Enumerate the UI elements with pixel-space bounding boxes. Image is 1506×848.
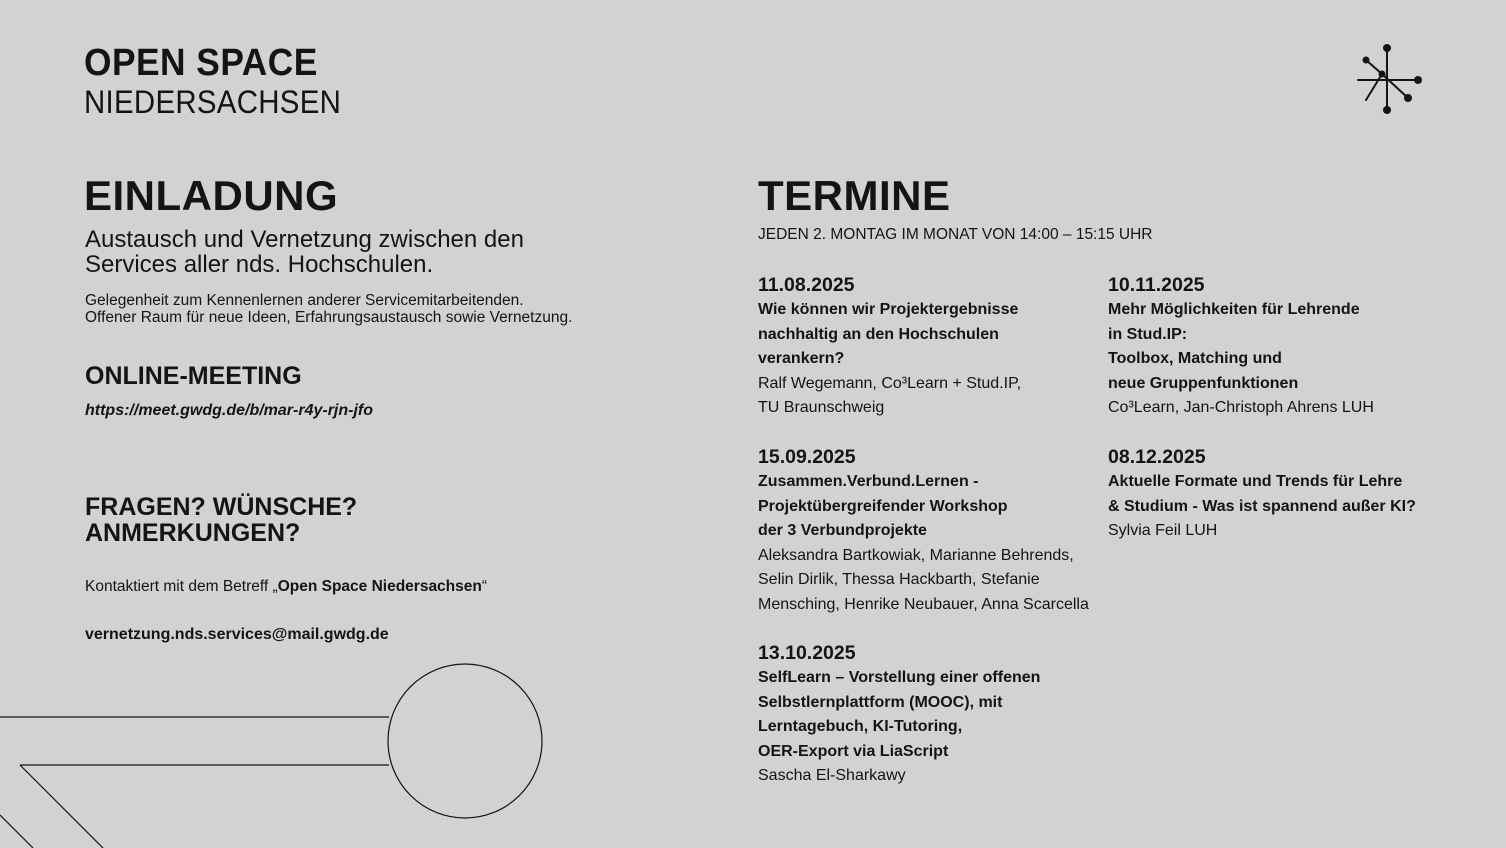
network-icon	[1352, 42, 1428, 118]
questions-heading	[85, 494, 357, 546]
event-title-line: & Studium - Was ist spannend außer KI?	[1108, 497, 1416, 515]
event-title	[758, 666, 1108, 764]
event-date: 10.11.2025	[1108, 274, 1205, 296]
event-title-line: Selbstlernplattform (MOOC), mit	[758, 693, 1003, 711]
logo-line1: OPEN SPACE	[84, 42, 318, 84]
event-title-line: Toolbox, Matching und	[1108, 350, 1282, 367]
questions-line2: ANMERKUNGEN?	[85, 519, 301, 547]
schedule-text: JEDEN 2. MONTAG IM MONAT VON 14:00 – 15:15 UHR	[758, 226, 1153, 243]
intro-line2: Offener Raum für neue Ideen, Erfahrungsaustausch sowie Vernetzung.	[85, 309, 573, 326]
event-item	[1108, 272, 1458, 421]
event-title	[758, 298, 1108, 372]
event-speaker-line: Ralf Wegemann, Co³Learn + Stud.IP,	[758, 374, 1022, 392]
event-title-line: nachhaltig an den Hochschulen	[758, 325, 999, 343]
event-title-line: Zusammen.Verbund.Lernen -	[758, 473, 979, 490]
event-title-line: Projektübergreifender Workshop	[758, 497, 1008, 515]
event-title-line: verankern?	[758, 350, 845, 367]
event-title-line: Wie können wir Projektergebnisse	[758, 301, 1019, 318]
logo-line2: NIEDERSACHSEN	[84, 84, 342, 120]
einladung-heading: EINLADUNG	[84, 172, 339, 219]
event-item	[758, 444, 1108, 617]
event-item	[758, 640, 1108, 789]
event-speakers	[758, 372, 1108, 421]
event-title-line: Mehr Möglichkeiten für Lehrende	[1108, 301, 1360, 318]
event-speaker-line: Co³Learn, Jan-Christoph Ahrens LUH	[1108, 399, 1374, 416]
event-title-line: Aktuelle Formate und Trends für Lehre	[1108, 473, 1403, 490]
event-date: 08.12.2025	[1108, 446, 1206, 468]
termine-heading: TERMINE	[758, 172, 951, 219]
contact-text	[85, 577, 487, 597]
event-title-line: der 3 Verbundprojekte	[758, 522, 927, 539]
contact-suffix: “	[481, 578, 488, 595]
event-speaker-line: Sascha El-Sharkawy	[758, 767, 906, 784]
event-title-line: SelfLearn – Vorstellung einer offenen	[758, 669, 1041, 686]
event-title-line: OER-Export via LiaScript	[758, 742, 949, 760]
contact-prefix: Kontaktiert mit dem Betreff „	[85, 578, 278, 595]
lead-text	[85, 227, 524, 277]
intro-line1: Gelegenheit zum Kennenlernen anderer Servicemitarbeitenden.	[85, 292, 524, 309]
event-title-line: neue Gruppenfunktionen	[1108, 374, 1299, 392]
event-item	[1108, 444, 1458, 544]
event-title-line: Lerntagebuch, KI-Tutoring,	[758, 718, 963, 735]
event-speakers	[758, 764, 1108, 789]
event-item	[758, 272, 1108, 421]
event-title-line: in Stud.IP:	[1108, 325, 1188, 343]
contact-email[interactable]: vernetzung.nds.services@mail.gwdg.de	[85, 626, 389, 643]
event-speakers	[1108, 519, 1458, 544]
lead-line2: Services aller nds. Hochschulen.	[85, 251, 434, 278]
event-date: 11.08.2025	[758, 274, 855, 296]
event-title	[758, 470, 1108, 544]
intro-text	[85, 292, 572, 326]
event-speaker-line: Aleksandra Bartkowiak, Marianne Behrends,	[758, 546, 1074, 564]
event-speaker-line: TU Braunschweig	[758, 399, 885, 416]
online-meeting-heading: ONLINE-MEETING	[85, 362, 302, 390]
event-date: 13.10.2025	[758, 642, 856, 664]
event-title	[1108, 470, 1458, 519]
event-date: 15.09.2025	[758, 446, 856, 468]
questions-line1: FRAGEN? WÜNSCHE?	[85, 493, 358, 521]
lead-line1: Austausch und Vernetzung zwischen den	[85, 226, 524, 253]
decorative-circuit-graphic	[0, 655, 560, 848]
event-title	[1108, 298, 1458, 396]
event-speakers	[758, 544, 1108, 618]
contact-subject: Open Space Niedersachsen	[277, 578, 482, 595]
event-speaker-line: Mensching, Henrike Neubauer, Anna Scarcella	[758, 595, 1089, 613]
event-speaker-line: Selin Dirlik, Thessa Hackbarth, Stefanie	[758, 571, 1040, 588]
event-speaker-line: Sylvia Feil LUH	[1108, 522, 1218, 539]
event-speakers	[1108, 396, 1458, 421]
meeting-link[interactable]: https://meet.gwdg.de/b/mar-r4y-rjn-jfo	[85, 402, 374, 419]
